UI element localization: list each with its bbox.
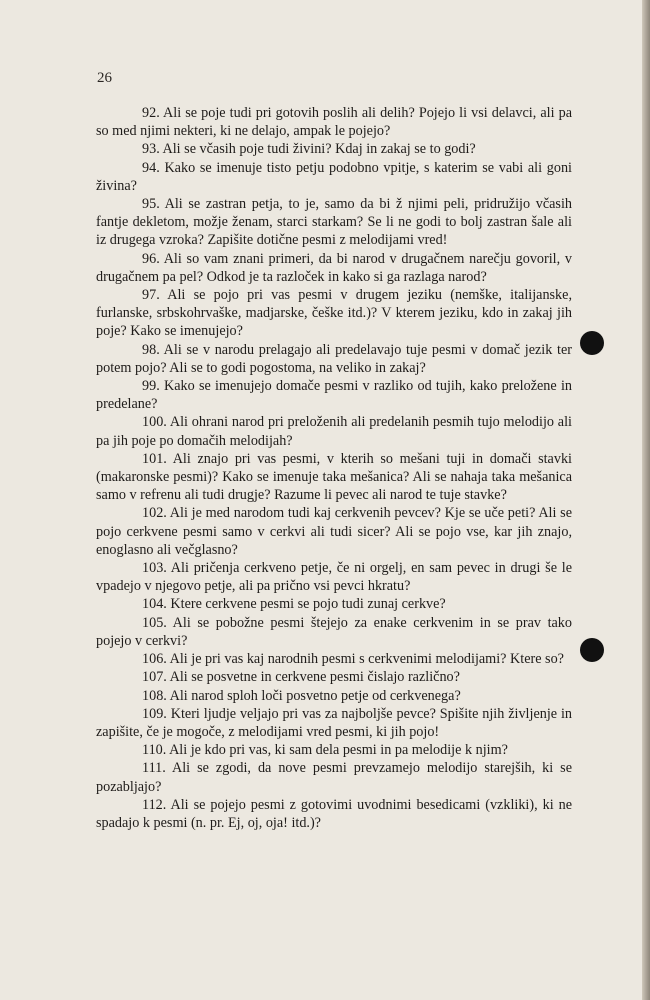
paragraph-102: 102. Ali je med narodom tudi kaj cerkvenih pevcev? Kje se uče peti? Ali se pojo cerkvene pesmi samo v cerkvi ali tudi sicer? Ali se pojo vse, kar jih znajo, enoglasno ali večglasno? <box>96 505 572 558</box>
paragraph-111: 111. Ali se zgodi, da nove pesmi prevzamejo melodijo starejših, ki se pozabljajo? <box>96 760 572 795</box>
paragraph-101: 101. Ali znajo pri vas pesmi, v kterih so mešani tuji in domači stavki (makaronske pesmi)? Kako se imenuje taka mešanica? Ali se nahaja taka mešanica samo v refrenu ali tudi drugje? Razume li pevec ali narod te tuje stavke? <box>96 450 572 504</box>
paragraph-95: 95. Ali se zastran petja, to je, samo da bi ž njimi peli, pridružijo včasih fantje dekletom, možje ženam, starci starkam? Se li ne godi to bolj zastran šale ali iz drugega vzroka? Zapišite dotične pesmi z melodijami vred! <box>96 196 572 249</box>
paragraph-100: 100. Ali ohrani narod pri preloženih ali predelanih pesmih tujo melodijo ali pa jih poje po domačih melodijah? <box>96 414 572 449</box>
paragraph-107: 107. Ali se posvetne in cerkvene pesmi čislajo različno? <box>142 669 460 686</box>
binding-hole <box>580 331 604 355</box>
paragraph-99: 99. Kako se imenujejo domače pesmi v razliko od tujih, kako preložene in predelane? <box>96 378 572 413</box>
page-edge <box>642 0 650 1000</box>
paragraph-109: 109. Kteri ljudje veljajo pri vas za najboljše pevce? Spišite njih življenje in zapišite, če je mogoče, z melodijami vred pesmi, ki jih pojo! <box>96 705 572 740</box>
page-number: 26 <box>97 70 112 86</box>
paragraph-110: 110. Ali je kdo pri vas, ki sam dela pesmi in pa melodije k njim? <box>142 742 508 759</box>
paragraph-98: 98. Ali se v narodu prelagajo ali predelavajo tuje pesmi v domač jezik ter potem pojo? Ali se to godi pogostoma, na veliko in zakaj? <box>96 341 572 376</box>
paragraph-112: 112. Ali se pojejo pesmi z gotovimi uvodnimi besedicami (vzkliki), ki ne spadajo k pesmi (n. pr. Ej, oj, oja! itd.)? <box>96 796 572 831</box>
questionnaire-text <box>96 104 572 832</box>
paragraph-106: 106. Ali je pri vas kaj narodnih pesmi s cerkvenimi melodijami? Ktere so? <box>142 651 564 668</box>
paragraph-103: 103. Ali pričenja cerkveno petje, če ni orgelj, en sam pevec in drugi še le vpadejo v njegovo petje, ali pa prično vsi pevci hkratu? <box>96 560 572 595</box>
paragraph-96: 96. Ali so vam znani primeri, da bi narod v drugačnem narečju govoril, v drugačnem pa pel? Odkod je ta razloček in kako si ga razlaga narod? <box>96 250 572 285</box>
paragraph-93: 93. Ali se včasih poje tudi živini? Kdaj in zakaj se to godi? <box>142 141 476 158</box>
paragraph-97: 97. Ali se pojo pri vas pesmi v drugem jeziku (nemške, italijanske, furlanske, srbskohrvaške, madjarske, češke itd.)? V kterem jeziku, kdo in zakaj jih poje? Kako se imenujejo? <box>96 287 572 340</box>
paragraph-108: 108. Ali narod sploh loči posvetno petje od cerkvenega? <box>142 687 461 704</box>
binding-hole <box>580 638 604 662</box>
paragraph-105: 105. Ali se pobožne pesmi štejejo za enake cerkvenim in se prav tako pojejo v cerkvi? <box>96 614 572 649</box>
paragraph-104: 104. Ktere cerkvene pesmi se pojo tudi zunaj cerkve? <box>142 596 446 613</box>
paragraph-94: 94. Kako se imenuje tisto petju podobno vpitje, s katerim se vabi ali goni živina? <box>96 159 572 194</box>
paragraph-92: 92. Ali se poje tudi pri gotovih poslih ali delih? Pojejo li vsi delavci, ali pa so med njimi nekteri, ki ne delajo, ampak le pojejo? <box>96 105 572 140</box>
